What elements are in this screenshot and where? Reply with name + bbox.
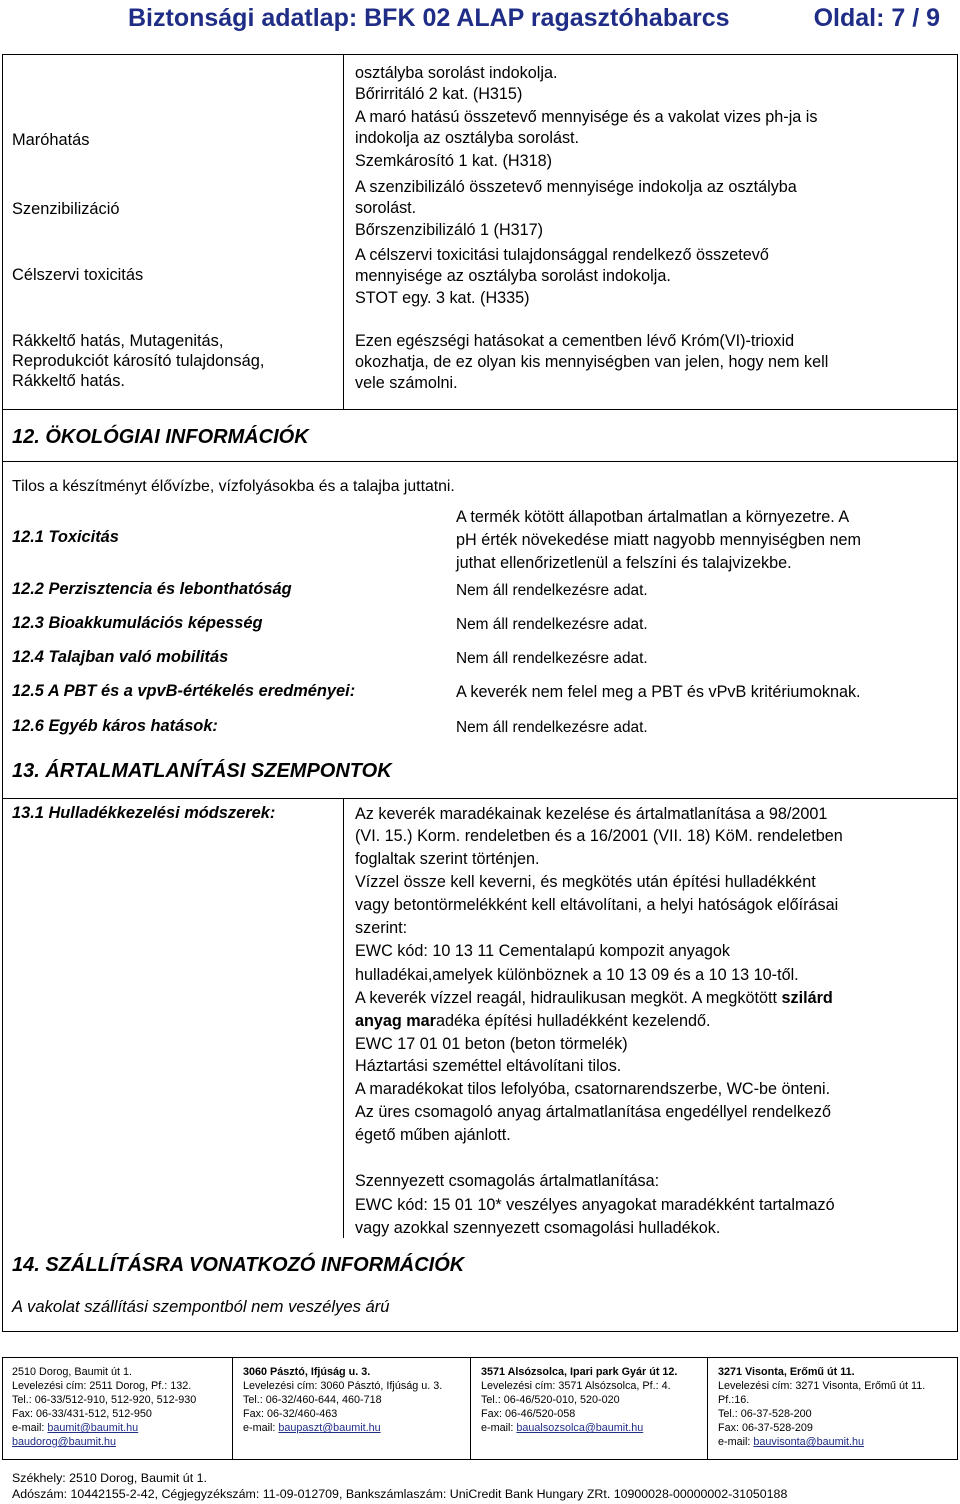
hazard-text-line: mennyisége az osztályba sorolást indokolja. <box>355 267 671 285</box>
hazard-text-line: A szenzibilizáló összetevő mennyisége indokolja az osztályba <box>355 178 797 196</box>
disposal-text-line: vagy betontörmelékként kell eltávolítani, a helyi hatóságok előírásai <box>355 896 839 914</box>
toxicity-text-line: A termék kötött állapotban ártalmatlan a környezetre. A <box>456 508 850 526</box>
footer-address: 2510 Dorog, Baumit út 1. <box>12 1366 133 1378</box>
footer-email-link[interactable]: bauvisonta@baumit.hu <box>753 1436 865 1448</box>
footer-phone: Tel.: 06-37-528-200 <box>718 1408 812 1420</box>
disposal-text-part: A keverék vízzel reagál, hidraulikusan megköt. A megkötött <box>355 989 782 1007</box>
bioaccumulation-label: 12.3 Bioakkumulációs képesség <box>12 614 263 632</box>
disposal-text-bold: szilárd <box>781 989 833 1007</box>
section-12-heading: 12. ÖKOLÓGIAI INFORMÁCIÓK <box>12 426 309 448</box>
footer-address: 3271 Visonta, Erőmű út 11. <box>718 1366 855 1378</box>
hazard-text-line: sorolást. <box>355 199 417 217</box>
footer-email <box>12 1422 138 1436</box>
column-divider <box>343 54 344 410</box>
disposal-text-line <box>355 1011 710 1031</box>
footer-address: 3060 Pásztó, Ifjúság u. 3. <box>243 1366 371 1378</box>
disposal-text-line: Vízzel össze kell keverni, és megkötés után építési hulladékként <box>355 873 816 891</box>
pbt-value: A keverék nem felel meg a PBT és vPvB kritériumoknak. <box>456 683 861 701</box>
disposal-text-line: EWC kód: 10 13 11 Cementalapú kompozit anyagok <box>355 942 730 960</box>
footer-fax: Fax: 06-46/520-058 <box>481 1408 576 1420</box>
hazard-text-line: Bőrszenzibilizáló 1 (H317) <box>355 221 544 239</box>
pbt-label: 12.5 A PBT és a vpvB-értékelés eredményei: <box>12 682 356 700</box>
document-header <box>0 0 960 40</box>
other-effects-value: Nem áll rendelkezésre adat. <box>456 719 648 736</box>
footer-email-prefix: e-mail: <box>718 1436 754 1448</box>
section-divider <box>2 461 958 462</box>
footer-phone: Tel.: 06-32/460-644, 460-718 <box>243 1394 382 1406</box>
section-divider <box>2 409 958 410</box>
footer-seat: Székhely: 2510 Dorog, Baumit út 1. <box>12 1471 207 1485</box>
footer-email-prefix: e-mail: <box>12 1422 48 1434</box>
soil-mobility-value: Nem áll rendelkezésre adat. <box>456 650 648 667</box>
disposal-text-line: A maradékokat tilos lefolyóba, csatornarendszerbe, WC-be önteni. <box>355 1080 831 1098</box>
section-13-heading: 13. ÁRTALMATLANÍTÁSI SZEMPONTOK <box>12 760 392 782</box>
persistence-value: Nem áll rendelkezésre adat. <box>456 582 648 599</box>
section-divider <box>2 798 958 799</box>
disposal-text-bold: anyag mar <box>355 1012 436 1030</box>
footer-email <box>481 1422 643 1436</box>
footer-phone: Tel.: 06-33/512-910, 512-920, 512-930 <box>12 1394 197 1406</box>
footer-fax: Fax: 06-33/431-512, 512-950 <box>12 1408 152 1420</box>
footer-email-link[interactable]: baumit@baumit.hu <box>47 1422 139 1434</box>
disposal-text-line: Az keverék maradékainak kezelése és ártalmatlanítása a 98/2001 <box>355 805 828 823</box>
hazard-text-line: indokolja az osztályba sorolást. <box>355 129 580 147</box>
hazard-text-line: osztályba sorolást indokolja. <box>355 64 558 82</box>
disposal-text-line: foglaltak szerint történjen. <box>355 850 540 868</box>
footer-email-link-2[interactable]: baudorog@baumit.hu <box>12 1436 117 1448</box>
toxicity-label: 12.1 Toxicitás <box>12 528 119 546</box>
footer-address: 3571 Alsózsolca, Ipari park Gyár út 12. <box>481 1366 678 1378</box>
bioaccumulation-value: Nem áll rendelkezésre adat. <box>456 616 648 633</box>
hazard-label-reproductive: Reprodukciót károsító tulajdonság, <box>12 352 265 370</box>
soil-mobility-label: 12.4 Talajban való mobilitás <box>12 648 229 666</box>
disposal-text-line: hulladékai,amelyek különböznek a 10 13 09 és a 10 13 10-től. <box>355 966 799 984</box>
hazard-text-line: Ezen egészségi hatásokat a cementben lévő Króm(VI)-trioxid <box>355 332 795 350</box>
disposal-text-line: égető műben ajánlott. <box>355 1126 511 1144</box>
footer-email <box>243 1422 381 1436</box>
footer-registry: Adószám: 10442155-2-42, Cégjegyzékszám: 11-09-012709, Bankszámlaszám: UniCredit Bank Hungary ZRt. 10900028-00000002-31050188 <box>12 1487 788 1501</box>
eco-intro: Tilos a készítményt élővízbe, vízfolyásokba és a talajba juttatni. <box>12 478 455 495</box>
persistence-label: 12.2 Perzisztencia és lebonthatóság <box>12 580 292 598</box>
footer-email <box>718 1436 864 1450</box>
footer-fax: Fax: 06-32/460-463 <box>243 1408 338 1420</box>
footer-company-info <box>12 1470 787 1502</box>
hazard-text-line: STOT egy. 3 kat. (H335) <box>355 289 530 307</box>
page-indicator: Oldal: 7 / 9 <box>813 4 940 32</box>
footer-postal: Levelezési cím: 3271 Visonta, Erőmű út 11. <box>718 1380 926 1392</box>
hazard-label-carcinogenic-effect: Rákkeltő hatás. <box>12 372 125 390</box>
disposal-text-line: szerint: <box>355 919 408 937</box>
hazard-text-line: Szemkárosító 1 kat. (H318) <box>355 152 553 170</box>
disposal-text-line: Szennyezett csomagolás ártalmatlanítása: <box>355 1172 660 1190</box>
hazard-label-carcinogenic: Rákkeltő hatás, Mutagenitás, <box>12 332 224 350</box>
disposal-text-line: (VI. 15.) Korm. rendeletben és a 16/2001 (VII. 18) KöM. rendeletben <box>355 827 843 845</box>
hazard-text-line: vele számolni. <box>355 374 458 392</box>
disposal-text-line: EWC 17 01 01 beton (beton törmelék) <box>355 1035 628 1053</box>
hazard-text-line: A maró hatású összetevő mennyisége és a vakolat vizes ph-ja is <box>355 108 818 126</box>
hazard-label-sensitization: Szenzibilizáció <box>12 200 120 218</box>
transport-info: A vakolat szállítási szempontból nem veszélyes árú <box>12 1297 390 1316</box>
hazard-text-line: A célszervi toxicitási tulajdonsággal rendelkező összetevő <box>355 246 769 264</box>
toxicity-text-line: juthat ellenőrizetlenül a felszíni és talajvizekbe. <box>456 554 792 572</box>
disposal-text-line <box>355 988 833 1008</box>
hazard-label-target-organ: Célszervi toxicitás <box>12 266 144 284</box>
hazard-text-line: Bőrirritáló 2 kat. (H315) <box>355 85 523 103</box>
column-divider <box>343 798 344 1238</box>
hazard-text-line: okozhatja, de ez olyan kis mennyiségben van jelen, hogy nem kell <box>355 353 829 371</box>
footer-email-link[interactable]: baupaszt@baumit.hu <box>278 1422 381 1434</box>
footer-email-link[interactable]: baualsozsolca@baumit.hu <box>516 1422 644 1434</box>
footer-email-prefix: e-mail: <box>481 1422 517 1434</box>
footer-email-prefix: e-mail: <box>243 1422 279 1434</box>
disposal-text-part: adéka építési hulladékként kezelendő. <box>435 1012 711 1030</box>
footer-postal: Levelezési cím: 2511 Dorog, Pf.: 132. <box>12 1380 192 1392</box>
document-title: Biztonsági adatlap: BFK 02 ALAP ragasztóhabarcs <box>128 4 730 32</box>
disposal-text-line: EWC kód: 15 01 10* veszélyes anyagokat maradékként tartalmazó <box>355 1196 835 1214</box>
footer-fax: Fax: 06-37-528-209 <box>718 1422 813 1434</box>
footer-phone: Tel.: 06-46/520-010, 520-020 <box>481 1394 620 1406</box>
footer-postal: Levelezési cím: 3571 Alsózsolca, Pf.: 4. <box>481 1380 671 1392</box>
disposal-text-line: vagy azokkal szennyezett csomagolási hulladékok. <box>355 1219 721 1237</box>
toxicity-text-line: pH érték növekedése miatt nagyobb mennyiségben nem <box>456 531 861 549</box>
disposal-text-line: Az üres csomagoló anyag ártalmatlanítása engedéllyel rendelkező <box>355 1103 832 1121</box>
other-effects-label: 12.6 Egyéb káros hatások: <box>12 717 218 735</box>
waste-methods-label: 13.1 Hulladékkezelési módszerek: <box>12 804 276 822</box>
section-14-heading: 14. SZÁLLÍTÁSRA VONATKOZÓ INFORMÁCIÓK <box>12 1254 465 1276</box>
footer-postal: Levelezési cím: 3060 Pásztó, Ifjúság u. 3. <box>243 1380 443 1392</box>
footer-po-box: Pf.:16. <box>718 1394 750 1406</box>
disposal-text-line: Háztartási szeméttel eltávolítani tilos. <box>355 1057 622 1075</box>
hazard-label-corrosive: Maróhatás <box>12 131 90 149</box>
